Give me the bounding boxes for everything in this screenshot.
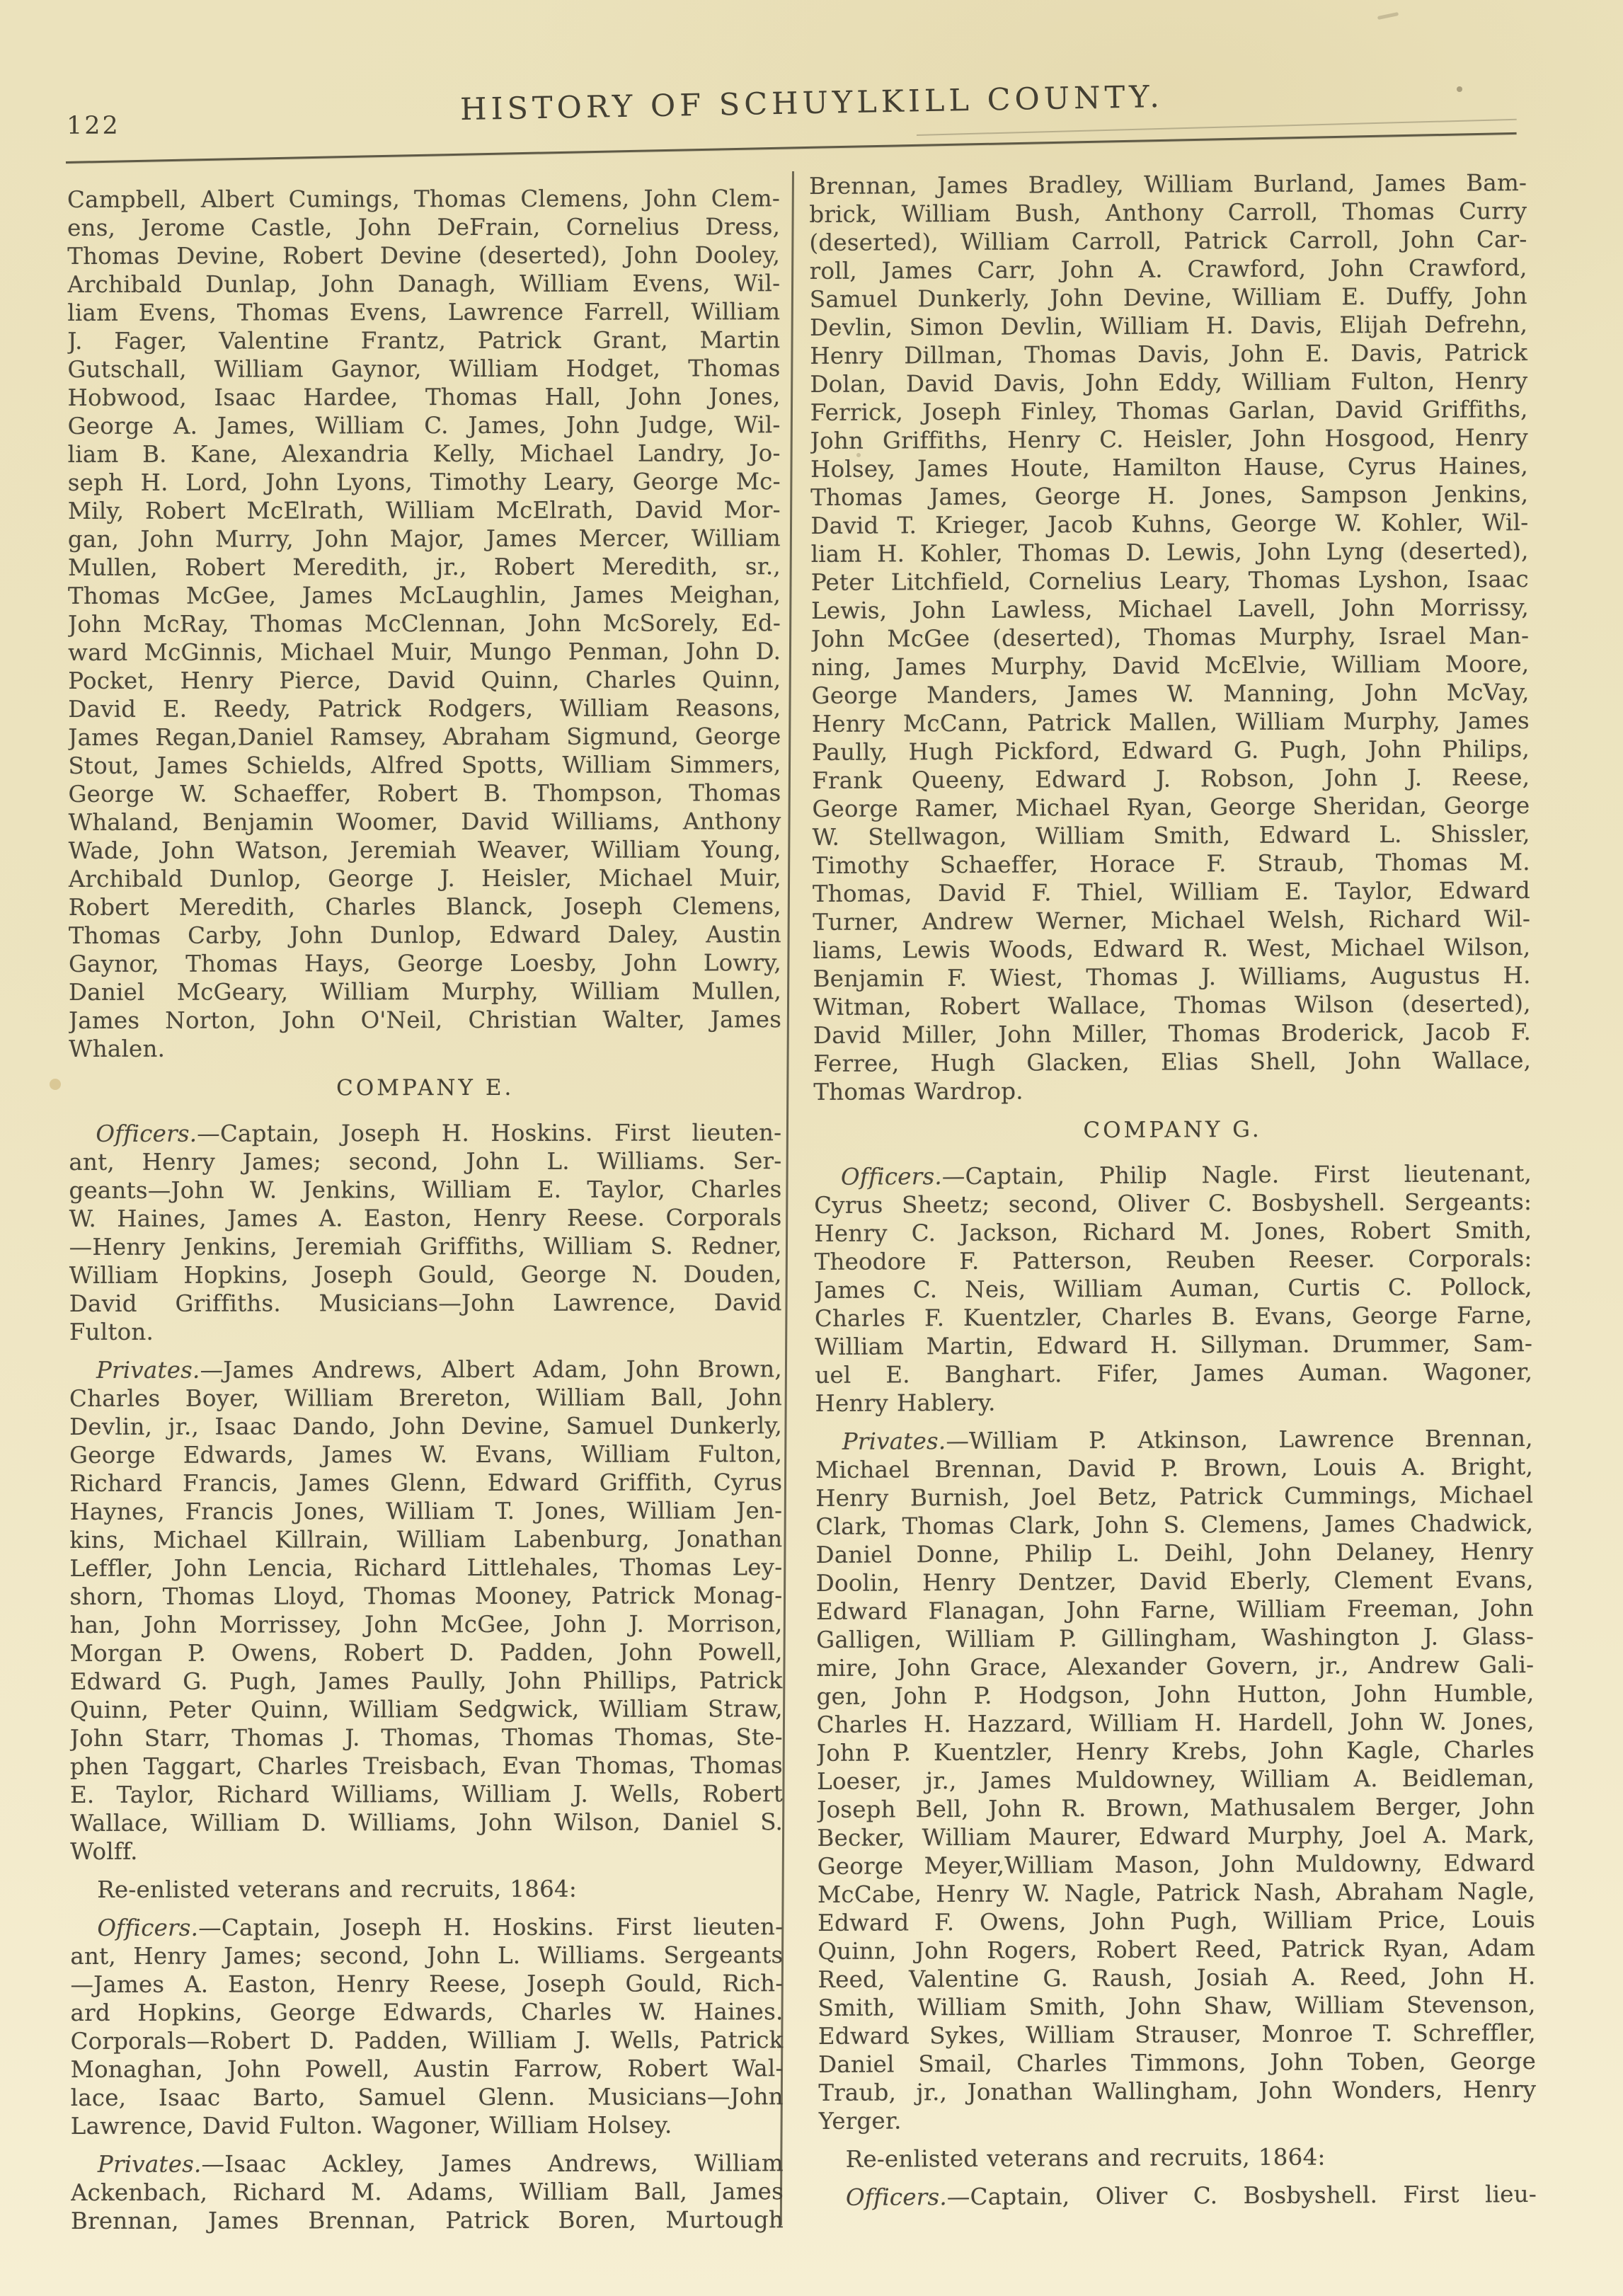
text-line: Henry Dillman, Thomas Davis, John E. Davis, Patrick	[810, 339, 1528, 369]
text-line: Officers.—Captain, Philip Nagle. First lieutenant,	[840, 1160, 1532, 1190]
text-line: Traub, jr., Jonathan Wallingham, John Wonders, Henry	[818, 2076, 1537, 2106]
text-line: Privates.—Isaac Ackley, James Andrews, William	[97, 2149, 784, 2178]
text-line: E. Taylor, Richard Williams, William J. Wells, Robert	[69, 1780, 784, 1808]
text-line: Fulton.	[69, 1318, 154, 1345]
text-line: phen Taggart, Charles Treisbach, Evan Thomas, Thomas	[69, 1752, 783, 1780]
text-line: Whaland, Benjamin Woomer, David Williams, Anthony	[68, 808, 781, 836]
text-line: Gutschall, William Gaynor, William Hodget, Thomas	[67, 355, 781, 383]
text-line: Samuel Dunkerly, John Devine, William E. Duffy, John	[809, 282, 1527, 313]
text-line: Michael Brennan, David P. Brown, Louis A. Bright,	[815, 1453, 1534, 1483]
text-line: George A. James, William C. James, John Judge, Wil-	[67, 411, 781, 440]
text-line: George Ramer, Michael Ryan, George Sheridan, George	[812, 792, 1530, 822]
text-line: David Miller, John Miller, Thomas Broderick, Jacob F.	[813, 1018, 1532, 1049]
ink-speck	[856, 453, 861, 457]
text-line: James Norton, John O'Neil, Christian Walter, James	[69, 1006, 782, 1034]
text-line: Henry McCann, Patrick Mallen, William Murphy, James	[811, 707, 1530, 737]
text-line: George Edwards, James W. Evans, William Fulton,	[69, 1440, 783, 1469]
text-line: shorn, Thomas Lloyd, Thomas Mooney, Patrick Monag-	[69, 1582, 783, 1610]
text-line: Frank Queeny, Edward J. Robson, John J. Reese,	[812, 764, 1530, 794]
paragraph	[815, 1424, 1537, 2135]
text-line: David Griffiths. Musicians—John Lawrence, David	[69, 1289, 782, 1317]
text-line: ard Hopkins, George Edwards, Charles W. Haines.	[70, 1998, 784, 2026]
text-line: Devlin, jr., Isaac Dando, John Devine, Samuel Dunkerly,	[69, 1412, 783, 1440]
text-line: Daniel Donne, Philip L. Deihl, John Delaney, Henry	[815, 1538, 1534, 1568]
left-column	[67, 184, 784, 2235]
text-line: Turner, Andrew Werner, Michael Welsh, Richard Wil-	[813, 905, 1531, 936]
text-line: William Martin, Edward H. Sillyman. Drummer, Sam-	[815, 1330, 1533, 1360]
text-line: Archibald Dunlap, John Danagh, William Evens, Wil-	[67, 270, 781, 298]
ink-speck	[1377, 12, 1399, 20]
text-line: Holsey, James Houte, Hamilton Hause, Cyrus Haines,	[810, 452, 1529, 483]
text-line: Witman, Robert Wallace, Thomas Wilson (deserted),	[813, 990, 1531, 1021]
text-line: ning, James Murphy, David McElvie, William Moore,	[811, 650, 1530, 681]
text-line: roll, James Carr, John A. Crawford, John Crawford,	[809, 254, 1527, 285]
text-line: ens, Jerome Castle, John DeFrain, Cornelius Dress,	[67, 213, 781, 241]
ink-speck	[1457, 86, 1462, 92]
right-column	[809, 168, 1537, 2212]
text-line: seph H. Lord, John Lyons, Timothy Leary, George Mc-	[67, 468, 781, 496]
text-line: Thomas Carby, John Dunlop, Edward Daley, Austin	[68, 921, 781, 949]
text-line: Stout, James Schields, Alfred Spotts, William Simmers,	[68, 751, 781, 779]
text-line: gan, John Murry, John Major, James Mercer, William	[67, 524, 781, 553]
text-line: Privates.—James Andrews, Albert Adam, John Brown,	[96, 1355, 782, 1384]
header-rule-ghost	[917, 119, 1517, 136]
text-line: Ackenbach, Richard M. Adams, William Ball, James	[70, 2178, 784, 2206]
text-line: Timothy Schaeffer, Horace F. Straub, Thomas M.	[812, 849, 1530, 879]
text-line: David E. Reedy, Patrick Rodgers, William Reasons,	[68, 694, 781, 723]
text-line: Lawrence, David Fulton. Wagoner, William Holsey.	[70, 2111, 672, 2140]
text-line: Edward G. Pugh, James Paully, John Phillips, Patrick	[69, 1667, 783, 1695]
text-line: Daniel Smail, Charles Timmons, John Toben, George	[818, 2048, 1537, 2078]
text-line: Lewis, John Lawless, Michael Lavell, John Morrissy,	[810, 594, 1530, 624]
text-line: —Henry Jenkins, Jeremiah Griffiths, William S. Redner,	[69, 1232, 782, 1261]
paragraph	[70, 1874, 783, 1904]
text-line: Peter Litchfield, Cornelius Leary, Thomas Lyshon, Isaac	[810, 566, 1529, 596]
text-line: liams, Lewis Woods, Edward R. West, Michael Wilson,	[813, 934, 1531, 964]
text-line: Charles Boyer, William Brereton, William Ball, John	[69, 1384, 783, 1412]
paragraph	[71, 2149, 784, 2235]
page-number: 122	[67, 112, 120, 140]
text-line: Whalen.	[69, 1035, 166, 1062]
text-line: George Manders, James W. Manning, John McVay,	[811, 679, 1530, 709]
text-line: ward McGinnis, Michael Muir, Mungo Penman, John D.	[68, 638, 781, 666]
company-heading: COMPANY E.	[336, 1074, 515, 1101]
text-line: lace, Isaac Barto, Samuel Glenn. Musicians—John	[70, 2083, 784, 2111]
text-line: James Regan,Daniel Ramsey, Abraham Sigmund, George	[68, 723, 781, 751]
page-header-title: HISTORY OF SCHUYLKILL COUNTY.	[459, 79, 1164, 128]
text-line: John P. Kuentzler, Henry Krebs, John Kagle, Charles	[816, 1736, 1535, 1767]
text-line: Clark, Thomas Clark, John S. Clemens, James Chadwick,	[815, 1510, 1534, 1540]
paragraph	[69, 1118, 782, 1346]
text-line: Joseph Bell, John R. Brown, Mathusalem Berger, John	[817, 1793, 1535, 1823]
paragraph	[819, 2142, 1537, 2174]
text-line: Officers.—Captain, Oliver C. Bosbyshell. First lieu-	[845, 2181, 1537, 2211]
text-line: Pocket, Henry Pierce, David Quinn, Charles Quinn,	[68, 666, 781, 694]
text-line: Theodore F. Patterson, Reuben Reeser. Corporals:	[814, 1245, 1532, 1275]
paragraph	[67, 184, 781, 1063]
text-line: Yerger.	[818, 2107, 902, 2135]
text-line: ant, Henry James; second, John L. Williams. Sergeants	[70, 1941, 784, 1970]
text-line: Charles H. Hazzard, William H. Hardell, John W. Jones,	[816, 1708, 1535, 1738]
text-line: Benjamin F. Wiest, Thomas J. Williams, Augustus H.	[813, 962, 1531, 992]
text-line: Ferrick, Joseph Finley, Thomas Garlan, David Griffiths,	[810, 396, 1528, 426]
text-line: Leffler, John Lencia, Richard Littlehales, Thomas Ley-	[69, 1554, 783, 1582]
text-line: Brennan, James Bradley, William Burland, James Bam-	[809, 169, 1527, 200]
text-line: Doolin, Henry Dentzer, David Eberly, Clement Evans,	[815, 1566, 1534, 1597]
text-line: Brennan, James Brennan, Patrick Boren, Murtough	[70, 2206, 784, 2234]
paragraph	[814, 1159, 1533, 1418]
text-line: Daniel McGeary, William Murphy, William Mullen,	[68, 977, 782, 1006]
paragraph	[69, 1355, 783, 1866]
text-line: John Griffiths, Henry C. Heisler, John Hosgood, Henry	[810, 424, 1528, 454]
text-line: David T. Krieger, Jacob Kuhns, George W. Kohler, Wil-	[810, 509, 1529, 539]
text-line: Devlin, Simon Devlin, William H. Davis, Elijah Defrehn,	[809, 311, 1528, 341]
text-line: Becker, William Maurer, Edward Murphy, Joel A. Mark,	[817, 1821, 1535, 1852]
text-line: Edward Sykes, William Strauser, Monroe T. Schreffler,	[818, 2019, 1536, 2050]
text-line: Quinn, Peter Quinn, William Sedgwick, William Straw,	[69, 1695, 783, 1723]
company-heading: COMPANY G.	[1083, 1116, 1262, 1144]
text-line: Henry Hablery.	[815, 1389, 996, 1417]
text-line: Corporals—Robert D. Padden, William J. Wells, Patrick	[70, 2026, 784, 2055]
text-line: liam H. Kohler, Thomas D. Lewis, John Lyng (deserted),	[810, 537, 1529, 568]
text-line: McCabe, Henry W. Nagle, Patrick Nash, Abraham Nagle,	[817, 1878, 1535, 1908]
text-line: Charles F. Kuentzler, Charles B. Evans, George Farne,	[814, 1302, 1532, 1332]
text-line: Thomas Devine, Robert Devine (deserted), John Dooley,	[67, 241, 781, 270]
text-line: George Meyer,William Mason, John Muldowny, Edward	[817, 1849, 1535, 1880]
text-line: mire, John Grace, Alexander Govern, jr., Andrew Gali-	[816, 1651, 1535, 1682]
text-line: Campbell, Albert Cumings, Thomas Clemens, John Clem-	[67, 185, 781, 213]
text-line: Morgan P. Owens, Robert D. Padden, John Powell,	[69, 1638, 783, 1667]
text-line: Gaynor, Thomas Hays, George Loesby, John Lowry,	[68, 949, 781, 977]
text-line: Thomas Wardrop.	[813, 1077, 1023, 1106]
text-line: (deserted), William Carroll, Patrick Carroll, John Car-	[809, 226, 1527, 256]
text-line: geants—John W. Jenkins, William E. Taylor, Charles	[69, 1176, 782, 1204]
text-line: Henry C. Jackson, Richard M. Jones, Robert Smith,	[814, 1217, 1532, 1247]
text-line: John McRay, Thomas McClennan, John McSorely, Ed-	[68, 609, 781, 638]
header-rule	[66, 132, 1517, 163]
text-line: Thomas McGee, James McLaughlin, James Meighan,	[67, 581, 781, 609]
text-line: Galligen, William P. Gillingham, Washington J. Glass-	[816, 1623, 1535, 1653]
text-line: liam Evens, Thomas Evens, Lawrence Farrell, William	[67, 298, 781, 326]
text-line: Reed, Valentine G. Raush, Josiah A. Reed, John H.	[818, 1963, 1536, 1993]
text-line: Haynes, Francis Jones, William T. Jones, William Jen-	[69, 1497, 783, 1525]
text-line: Archibald Dunlop, George J. Heisler, Michael Muir,	[68, 864, 781, 892]
text-line: brick, William Bush, Anthony Carroll, Thomas Curry	[809, 197, 1527, 228]
text-line: Cyrus Sheetz; second, Oliver C. Bosbyshell. Sergeants:	[814, 1188, 1532, 1219]
text-line: Quinn, John Rogers, Robert Reed, Patrick Ryan, Adam	[818, 1934, 1536, 1965]
text-line: J. Fager, Valentine Frantz, Patrick Grant, Martin	[67, 326, 781, 355]
paragraph	[819, 2180, 1537, 2212]
text-line: Dolan, David Davis, John Eddy, William Fulton, Henry	[810, 367, 1528, 398]
text-line: Privates.—William P. Atkinson, Lawrence Brennan,	[842, 1425, 1533, 1455]
text-line: William Hopkins, Joseph Gould, George N. Douden,	[69, 1261, 782, 1289]
text-line: Edward Flanagan, John Farne, William Freeman, John	[815, 1595, 1535, 1625]
text-line: ant, Henry James; second, John L. Williams. Ser-	[69, 1147, 782, 1176]
text-line: Officers.—Captain, Joseph H. Hoskins. First lieuten-	[96, 1119, 782, 1147]
text-line: Henry Burnish, Joel Betz, Patrick Cummings, Michael	[815, 1481, 1534, 1512]
text-line: Monaghan, John Powell, Austin Farrow, Robert Wal-	[70, 2055, 784, 2083]
text-line: John Starr, Thomas J. Thomas, Thomas Thomas, Ste-	[69, 1723, 783, 1752]
text-line: kins, Michael Killrain, William Labenburg, Jonathan	[69, 1525, 783, 1554]
text-line: Wallace, William D. Williams, John Wilson, Daniel S.	[70, 1808, 784, 1837]
text-line: W. Haines, James A. Easton, Henry Reese. Corporals	[69, 1204, 782, 1232]
text-line: Mullen, Robert Meredith, jr., Robert Meredith, sr.,	[67, 553, 781, 581]
text-line: uel E. Banghart. Fifer, James Auman. Wagoner,	[815, 1358, 1533, 1389]
text-line: Thomas, David F. Thiel, William E. Taylor, Edward	[812, 877, 1531, 907]
text-line: John McGee (deserted), Thomas Murphy, Israel Man-	[811, 622, 1530, 653]
text-line: han, John Morrissey, John McGee, John J. Morrison,	[69, 1610, 783, 1638]
text-line: James C. Neis, William Auman, Curtis C. Pollock,	[814, 1273, 1532, 1304]
text-line: Hobwood, Isaac Hardee, Thomas Hall, John Jones,	[67, 383, 781, 411]
text-line: Re-enlisted veterans and recruits, 1864:	[845, 2143, 1326, 2173]
text-line: Wade, John Watson, Jeremiah Weaver, William Young,	[68, 836, 781, 864]
text-line: Robert Meredith, Charles Blanck, Joseph Clemens,	[68, 892, 781, 921]
text-line: Loeser, jr., James Muldowney, William A. Beidleman,	[817, 1764, 1535, 1795]
text-line: George W. Schaeffer, Robert B. Thompson, Thomas	[68, 779, 781, 808]
text-line: Wolff.	[70, 1837, 138, 1865]
paper-stain	[50, 1079, 61, 1090]
text-line: Richard Francis, James Glenn, Edward Griffith, Cyrus	[69, 1469, 783, 1497]
text-line: Ferree, Hugh Glacken, Elias Shell, John Wallace,	[813, 1047, 1532, 1077]
text-line: Smith, William Smith, John Shaw, William Stevenson,	[818, 1991, 1536, 2021]
text-line: Edward F. Owens, John Pugh, William Price, Louis	[817, 1906, 1536, 1936]
text-line: Paully, Hugh Pickford, Edward G. Pugh, John Philips,	[811, 735, 1530, 766]
paragraph	[70, 1912, 784, 2140]
text-line: Mily, Robert McElrath, William McElrath, David Mor-	[67, 496, 781, 524]
paragraph	[809, 168, 1531, 1106]
text-line: gen, John P. Hodgson, John Hutton, John Humble,	[816, 1680, 1535, 1710]
text-line: W. Stellwagon, William Smith, Edward L. Shissler,	[812, 820, 1530, 851]
text-line: Officers.—Captain, Joseph H. Hoskins. First lieuten-	[97, 1913, 784, 1941]
text-line: Thomas James, George H. Jones, Sampson Jenkins,	[810, 481, 1529, 511]
text-line: —James A. Easton, Henry Reese, Joseph Gould, Rich-	[70, 1970, 784, 1998]
text-line: Re-enlisted veterans and recruits, 1864:	[97, 1875, 578, 1903]
text-line: liam B. Kane, Alexandria Kelly, Michael Landry, Jo-	[67, 440, 781, 468]
